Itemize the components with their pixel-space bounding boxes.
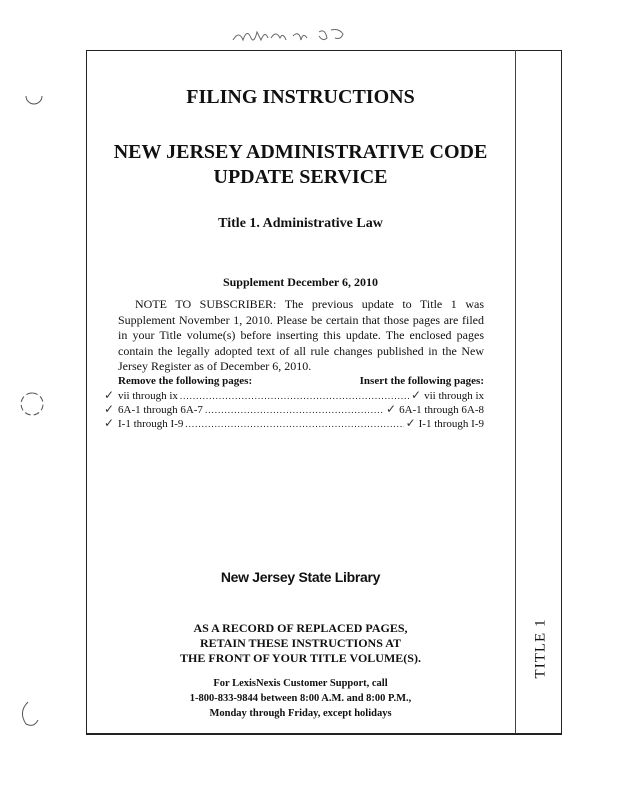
code-heading-line2: UPDATE SERVICE <box>213 166 388 188</box>
support-line2: 1-800-833-9844 between 8:00 A.M. and 8:00 P.M., <box>189 693 412 704</box>
check-mark-icon: ✓ <box>386 402 397 416</box>
check-mark-icon: ✓ <box>405 416 416 430</box>
tab-label-text: TITLE 1 <box>532 618 549 678</box>
code-heading-line1: NEW JERSEY ADMINISTRATIVE CODE <box>113 141 488 163</box>
pages-header <box>118 375 484 387</box>
remove-range: 6A-1 through 6A-7 <box>118 404 203 416</box>
pages-list <box>104 388 484 430</box>
title-subject: Title 1. Administrative Law <box>218 216 383 231</box>
supplement-date: Supplement December 6, 2010 <box>222 275 379 289</box>
bottom-rule <box>86 733 562 735</box>
document-title: FILING INSTRUCTIONS <box>186 86 415 108</box>
record-line3: THE FRONT OF YOUR TITLE VOLUME(S). <box>180 651 421 665</box>
check-mark-icon: ✓ <box>104 388 115 402</box>
page-row <box>104 402 484 416</box>
page-row <box>104 388 484 402</box>
dot-leader <box>185 419 403 429</box>
support-line3: Monday through Friday, except holidays <box>209 708 392 719</box>
punch-hole-icon <box>22 84 46 108</box>
page-row <box>104 416 484 430</box>
dot-leader <box>205 405 384 415</box>
insert-header: Insert the following pages: <box>359 375 484 387</box>
remove-range: vii through ix <box>118 390 178 402</box>
record-line1: AS A RECORD OF REPLACED PAGES, <box>193 621 408 635</box>
record-notice <box>86 621 515 666</box>
handwritten-scribble-icon <box>231 22 361 46</box>
check-mark-icon: ✓ <box>104 416 115 430</box>
check-mark-icon: ✓ <box>411 388 422 402</box>
punch-hole-icon <box>16 700 42 728</box>
check-mark-icon: ✓ <box>104 402 115 416</box>
insert-range: 6A-1 through 6A-8 <box>399 404 484 416</box>
remove-range: I-1 through I-9 <box>118 418 184 430</box>
tab-label <box>526 608 556 688</box>
library-stamp: New Jersey State Library <box>220 569 381 585</box>
support-line1: For LexisNexis Customer Support, call <box>213 678 388 689</box>
insert-range: I-1 through I-9 <box>418 418 484 430</box>
support-info <box>86 676 515 721</box>
dot-leader <box>180 391 409 401</box>
subscriber-note: NOTE TO SUBSCRIBER: The previous update to Title 1 was Supplement November 1, 2010. Please be certain that those pages are filed in your Title volume(s) before inserting this update. The enclosed pages contain the legally adopted text of all rule changes published in the New Jersey Register as of December 6, 2010. <box>118 297 484 373</box>
record-line2: RETAIN THESE INSTRUCTIONS AT <box>199 636 402 650</box>
code-heading <box>86 140 515 190</box>
remove-header: Remove the following pages: <box>118 375 253 387</box>
punch-hole-icon <box>18 390 46 418</box>
insert-range: vii through ix <box>424 390 484 402</box>
